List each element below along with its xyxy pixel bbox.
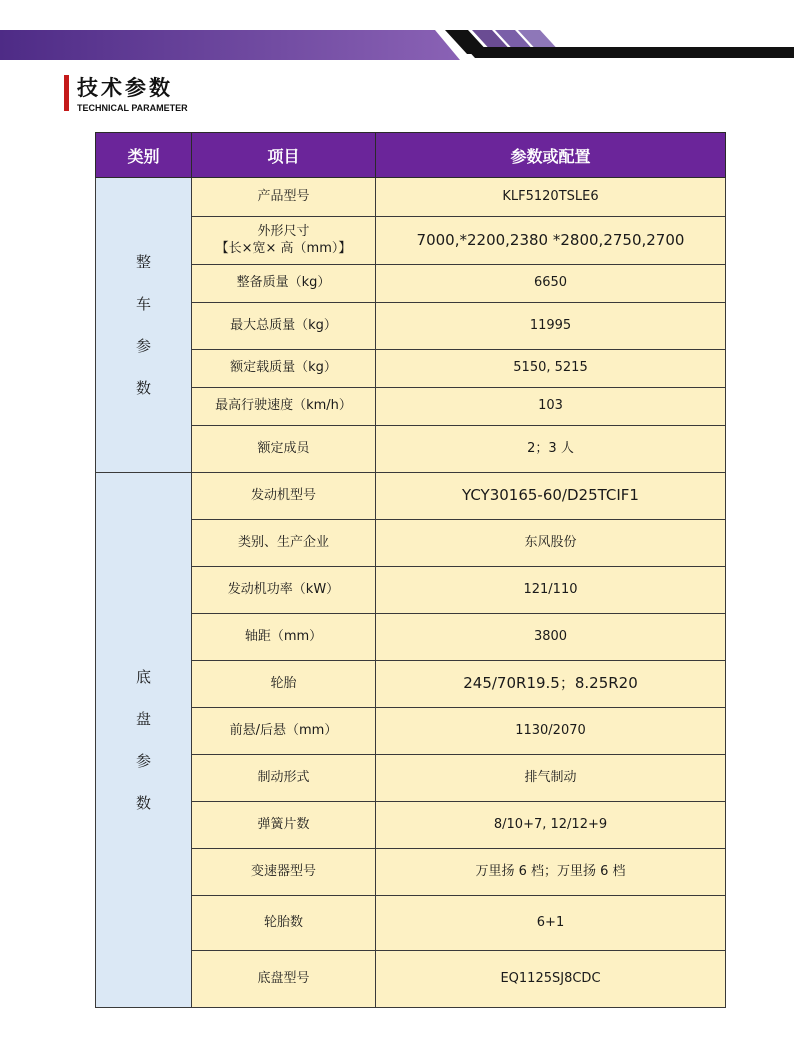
- item-label: 最高行驶速度（km/h）: [192, 388, 376, 426]
- item-value: 7000,*2200,2380 *2800,2750,2700: [376, 217, 726, 265]
- item-label: 轮胎数: [192, 896, 376, 951]
- category-char: 参: [135, 337, 151, 355]
- category-char: 底: [135, 668, 151, 686]
- header-decor-band: [0, 30, 794, 60]
- item-value: 121/110: [376, 567, 726, 614]
- header-item: 项目: [192, 133, 376, 178]
- category-chassis: [96, 473, 192, 1008]
- item-label: 额定成员: [192, 426, 376, 473]
- item-value: 2；3 人: [376, 426, 726, 473]
- category-char: 数: [135, 379, 151, 397]
- item-label: [192, 217, 376, 265]
- item-value: 11995: [376, 303, 726, 350]
- item-value: EQ1125SJ8CDC: [376, 951, 726, 1008]
- item-label: 最大总质量（kg）: [192, 303, 376, 350]
- item-label: 弹簧片数: [192, 802, 376, 849]
- heading-accent-bar: [64, 75, 69, 111]
- item-value: 东风股份: [376, 520, 726, 567]
- item-value: 3800: [376, 614, 726, 661]
- header-category: 类别: [96, 133, 192, 178]
- item-label-line2: 【长×宽× 高（mm）】: [215, 240, 352, 256]
- table-row: [96, 473, 726, 520]
- item-label: 类别、生产企业: [192, 520, 376, 567]
- item-label: 前悬/后悬（mm）: [192, 708, 376, 755]
- item-value: 245/70R19.5；8.25R20: [376, 661, 726, 708]
- item-label: 额定载质量（kg）: [192, 350, 376, 388]
- item-value: 8/10+7, 12/12+9: [376, 802, 726, 849]
- item-label-line1: 外形尺寸: [257, 223, 310, 239]
- spec-table: [95, 132, 726, 1008]
- item-value: 103: [376, 388, 726, 426]
- item-label: 制动形式: [192, 755, 376, 802]
- table-header-row: [96, 133, 726, 178]
- item-value: 万里扬 6 档；万里扬 6 档: [376, 849, 726, 896]
- item-value: KLF5120TSLE6: [376, 178, 726, 217]
- section-subtitle: TECHNICAL PARAMETER: [77, 103, 188, 113]
- item-label: 底盘型号: [192, 951, 376, 1008]
- item-value: YCY30165-60/D25TCIF1: [376, 473, 726, 520]
- category-char: 数: [135, 794, 151, 812]
- item-label: 整备质量（kg）: [192, 265, 376, 303]
- header-value: 参数或配置: [376, 133, 726, 178]
- item-value: 5150, 5215: [376, 350, 726, 388]
- item-value: 1130/2070: [376, 708, 726, 755]
- item-label: 轮胎: [192, 661, 376, 708]
- item-value: 排气制动: [376, 755, 726, 802]
- section-title: 技术参数: [77, 76, 173, 100]
- item-label: 轴距（mm）: [192, 614, 376, 661]
- item-label: 变速器型号: [192, 849, 376, 896]
- category-char: 车: [135, 295, 151, 313]
- item-value: 6650: [376, 265, 726, 303]
- item-value: 6+1: [376, 896, 726, 951]
- category-char: 参: [135, 752, 151, 770]
- category-char: 整: [135, 253, 151, 271]
- category-char: 盘: [135, 710, 151, 728]
- item-label: 产品型号: [192, 178, 376, 217]
- item-label: 发动机功率（kW）: [192, 567, 376, 614]
- table-row: [96, 178, 726, 217]
- item-label: 发动机型号: [192, 473, 376, 520]
- category-vehicle: [96, 178, 192, 473]
